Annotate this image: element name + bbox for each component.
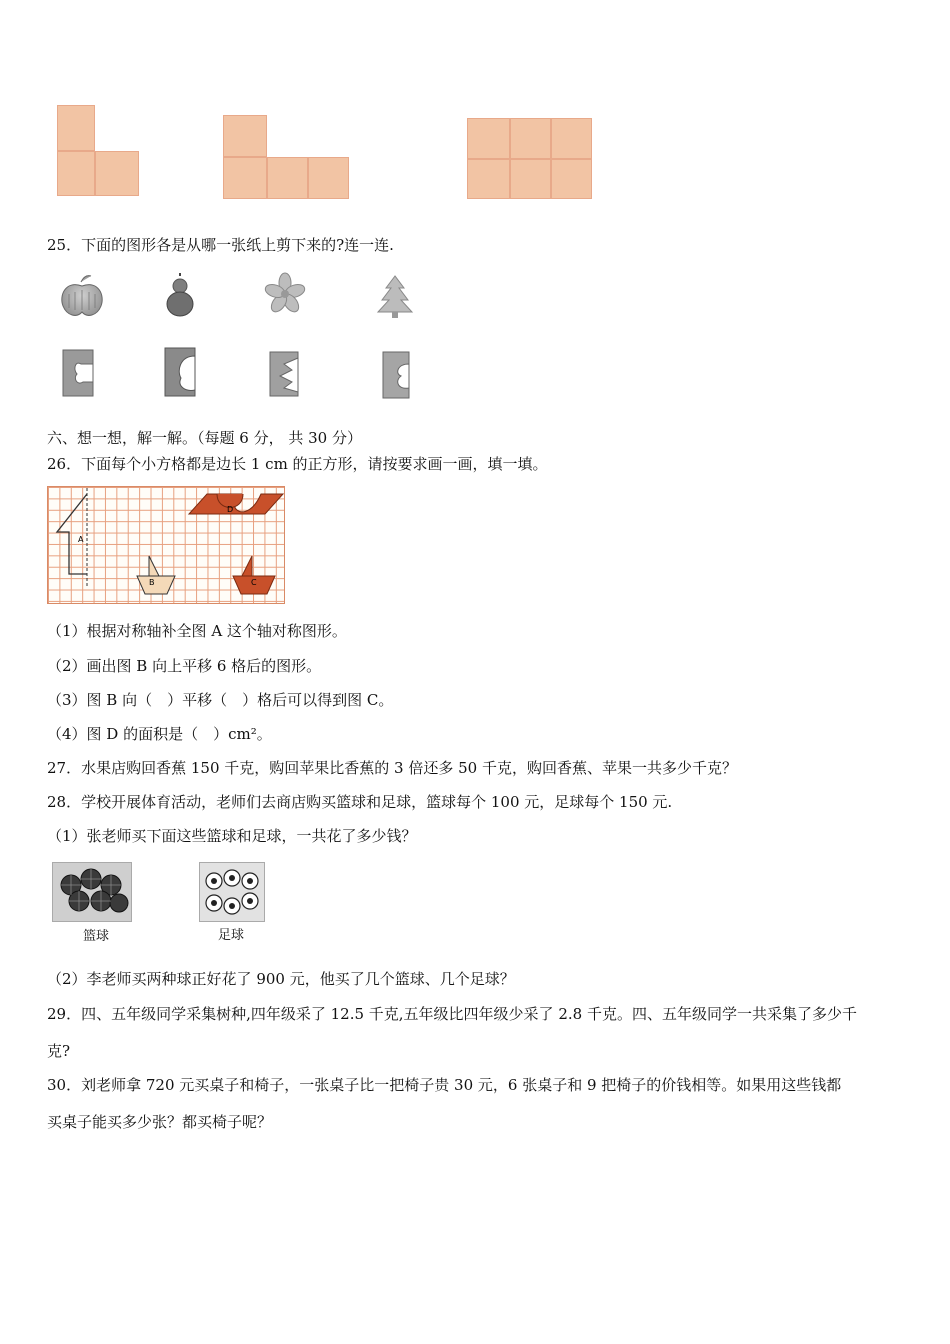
square	[57, 105, 95, 151]
square	[510, 118, 551, 159]
q30-line2: 买桌子能买多少张？都买椅子呢？	[47, 1113, 273, 1131]
square	[551, 159, 592, 199]
square	[267, 157, 308, 199]
basketball-photo	[52, 862, 132, 922]
apple-icon	[62, 276, 102, 316]
gourd-icon	[167, 273, 193, 316]
label-c: C	[251, 578, 257, 587]
label-b: B	[149, 578, 155, 587]
basketball-caption: 篮球	[83, 929, 110, 944]
label-d: D	[227, 505, 234, 514]
q30-line1: 30．刘老师拿 720 元买桌子和椅子，一张桌子比一把椅子贵 30 元，6 张桌子和 9 把椅子的价钱相等。如果用这些钱都	[47, 1076, 842, 1094]
footballs-icon	[200, 863, 264, 921]
paper-2	[165, 348, 195, 396]
square	[467, 159, 510, 199]
square	[467, 118, 510, 159]
paper-1	[63, 350, 93, 396]
flower-icon	[264, 273, 307, 315]
square	[510, 159, 551, 199]
q26-sub4: （4）图 D 的面积是（ ）cm²。	[47, 725, 272, 743]
q26-sub3: （3）图 B 向（ ）平移（ ）格后可以得到图 C。	[47, 691, 394, 709]
football-photo	[199, 862, 265, 922]
tree-icon	[378, 276, 412, 318]
q28-sub1: （1）张老师买下面这些篮球和足球，一共花了多少钱？	[47, 827, 417, 845]
q25-cut-shapes	[55, 272, 435, 422]
basketballs-icon	[53, 863, 131, 921]
square	[95, 151, 139, 196]
q26-sub2: （2）画出图 B 向上平移 6 格后的图形。	[47, 657, 322, 675]
q27-text: 27．水果店购回香蕉 150 千克，购回苹果比香蕉的 3 倍还多 50 千克，购回香蕉、苹果一共多少千克？	[47, 759, 737, 777]
q26-sub1: （1）根据对称轴补全图 A 这个轴对称图形。	[47, 622, 347, 640]
q26-grid-figures	[47, 486, 285, 604]
q29-line2: 克?	[47, 1042, 71, 1060]
square	[551, 118, 592, 159]
figure-d	[189, 494, 283, 514]
q29-line1: 29．四、五年级同学采集树种,四年级采了 12.5 千克,五年级比四年级少采了 2.8 千克。四、五年级同学一共采集了多少千	[47, 1005, 857, 1023]
q28-sub2: （2）李老师买两种球正好花了 900 元，他买了几个篮球、几个足球？	[47, 970, 515, 988]
figure-a	[57, 488, 87, 586]
q28-text: 28．学校开展体育活动，老师们去商店购买篮球和足球，篮球每个 100 元，足球每个 150 元.	[47, 793, 673, 811]
section6-title: 六、想一想，解一解。（每题 6 分， 共 30 分）	[47, 429, 362, 447]
square	[308, 157, 349, 199]
paper-4	[383, 352, 409, 398]
football-caption: 足球	[218, 928, 245, 943]
q26-text: 26．下面每个小方格都是边长 1 cm 的正方形，请按要求画一画，填一填。	[47, 455, 548, 473]
q25-text: 25．下面的图形各是从哪一张纸上剪下来的?连一连.	[47, 236, 394, 254]
figure-c	[233, 556, 275, 594]
figure-b	[137, 556, 175, 594]
square	[223, 157, 267, 199]
label-a: A	[78, 535, 84, 544]
paper-3	[270, 352, 298, 396]
square	[57, 151, 95, 196]
square	[223, 115, 267, 157]
